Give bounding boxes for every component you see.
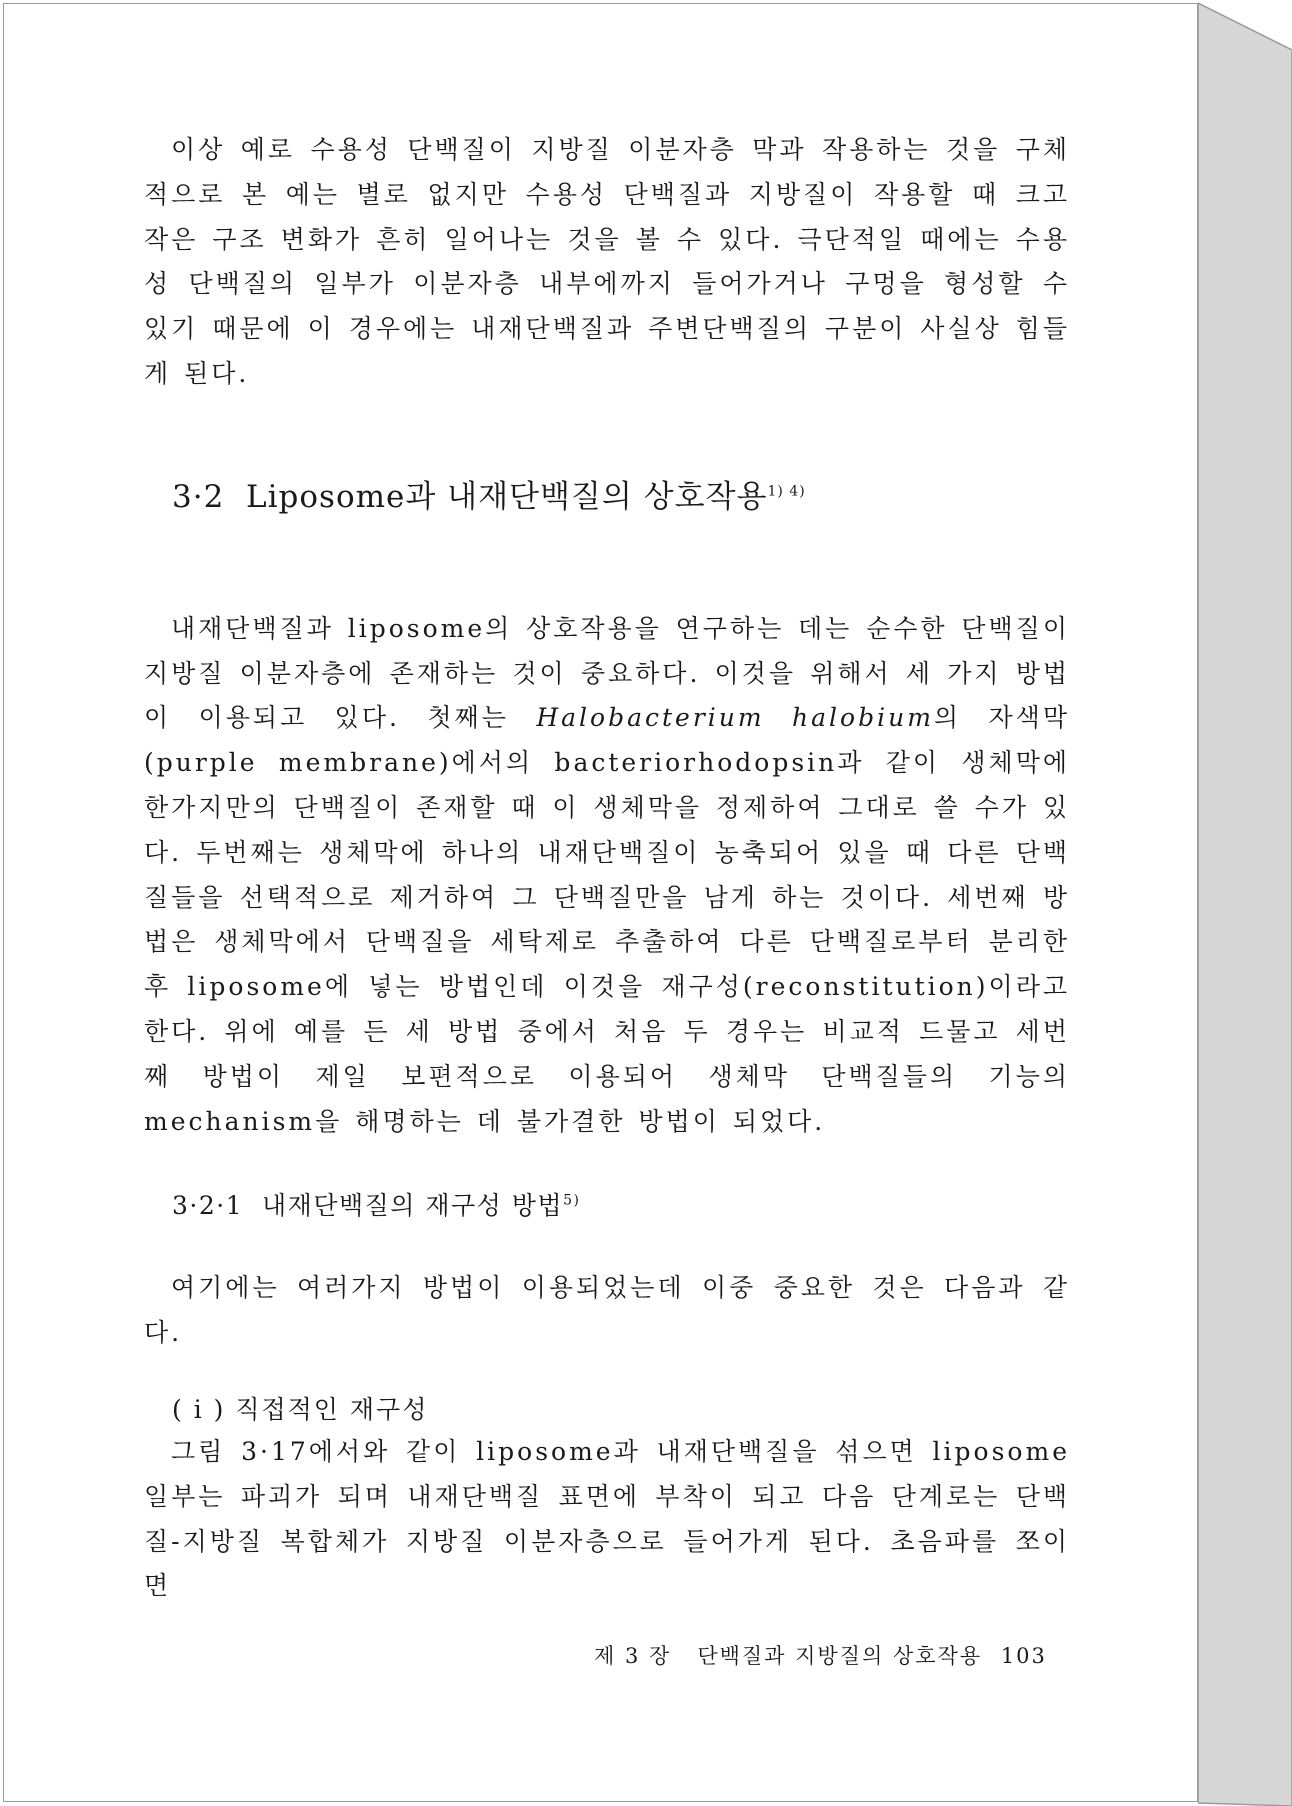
footer-chapter-title: 단백질과 지방질의 상호작용 bbox=[697, 1644, 983, 1668]
paragraph-1: 이상 예로 수용성 단백질이 지방질 이분자층 막과 작용하는 것을 구체적으로 본 예는 별로 없지만 수용성 단백질과 지방질이 작용할 때 크고 작은 구조 변화가 흔히 일어나는 것을 볼 수 있다. 극단적일 때에는 수용성 단백질의 일부가 이분자층 내부에까지 들어가거나 구멍을 형성할 수 있기 때문에 이 경우에는 내재단백질과 주변단백질의 구분이 사실상 힘들게 된다. bbox=[144, 135, 1070, 388]
book-thickness-edge bbox=[1198, 0, 1292, 1806]
section-number: 3·2 bbox=[172, 478, 225, 515]
section-title: Liposome과 내재단백질의 상호작용 bbox=[246, 478, 768, 515]
section-heading bbox=[144, 475, 1070, 519]
paragraph-3: 여기에는 여러가지 방법이 이용되었는데 이중 중요한 것은 다음과 같다. bbox=[144, 1273, 1070, 1348]
subsection-heading bbox=[144, 1186, 1070, 1226]
subsection-title: 내재단백질의 재구성 방법 bbox=[262, 1191, 564, 1221]
paragraph-2-text-b: 의 자색막(purple membrane)에서의 bacteriorhodopsin과 같이 생체막에 한가지만의 단백질이 존재할 때 이 생체막을 정제하여 그대로 쓸 수가 있다. 두번째는 생체막에 하나의 내재단백질이 농축되어 있을 때 다른 단백질들을 선택적으로 제거하여 그 단백질만을 남게 하는 것이다. 세번째 방법은 생체막에서 단백질을 세탁제로 추출하여 다른 단백질로부터 분리한 후 liposome에 넣는 방법인데 이것을 재구성(reconstitution)이라고 한다. 위에 예를 든 세 방법 중에서 처음 두 경우는 비교적 드물고 세번째 방법이 제일 보편적으로 이용되어 생체막 단백질들의 기능의 mechanism을 해명하는 데 불가결한 방법이 되었다. bbox=[144, 703, 1070, 1136]
page-sheet bbox=[3, 3, 1198, 1802]
subsection-references: 5) bbox=[563, 1193, 581, 1210]
running-footer bbox=[594, 1640, 1047, 1670]
footer-chapter: 제 3 장 bbox=[594, 1644, 672, 1668]
subsection-number: 3·2·1 bbox=[172, 1191, 244, 1221]
paragraph-4: 그림 3·17에서와 같이 liposome과 내재단백질을 섞으면 liposome일부는 파괴가 되며 내재단백질 표면에 부착이 되고 다음 단계로는 단백질-지방질 복합체가 지방질 이분자층으로 들어가게 된다. 초음파를 쪼이면 bbox=[144, 1436, 1070, 1601]
item-heading-direct-reconstitution: ( i ) 직접적인 재구성 bbox=[172, 1394, 429, 1424]
section-references: 1) 4) bbox=[767, 483, 806, 500]
page-number: 103 bbox=[1000, 1644, 1047, 1668]
species-name: Halobacterium halobium bbox=[536, 703, 934, 733]
page-content bbox=[144, 128, 1070, 1609]
paragraph-2 bbox=[144, 607, 1070, 1145]
paragraph-2-text-a: 내재단백질과 liposome의 상호작용을 연구하는 데는 순수한 단백질이 지방질 이분자층에 존재하는 것이 중요하다. 이것을 위해서 세 가지 방법이 이용되고 있다. 첫째는 bbox=[144, 613, 1070, 733]
